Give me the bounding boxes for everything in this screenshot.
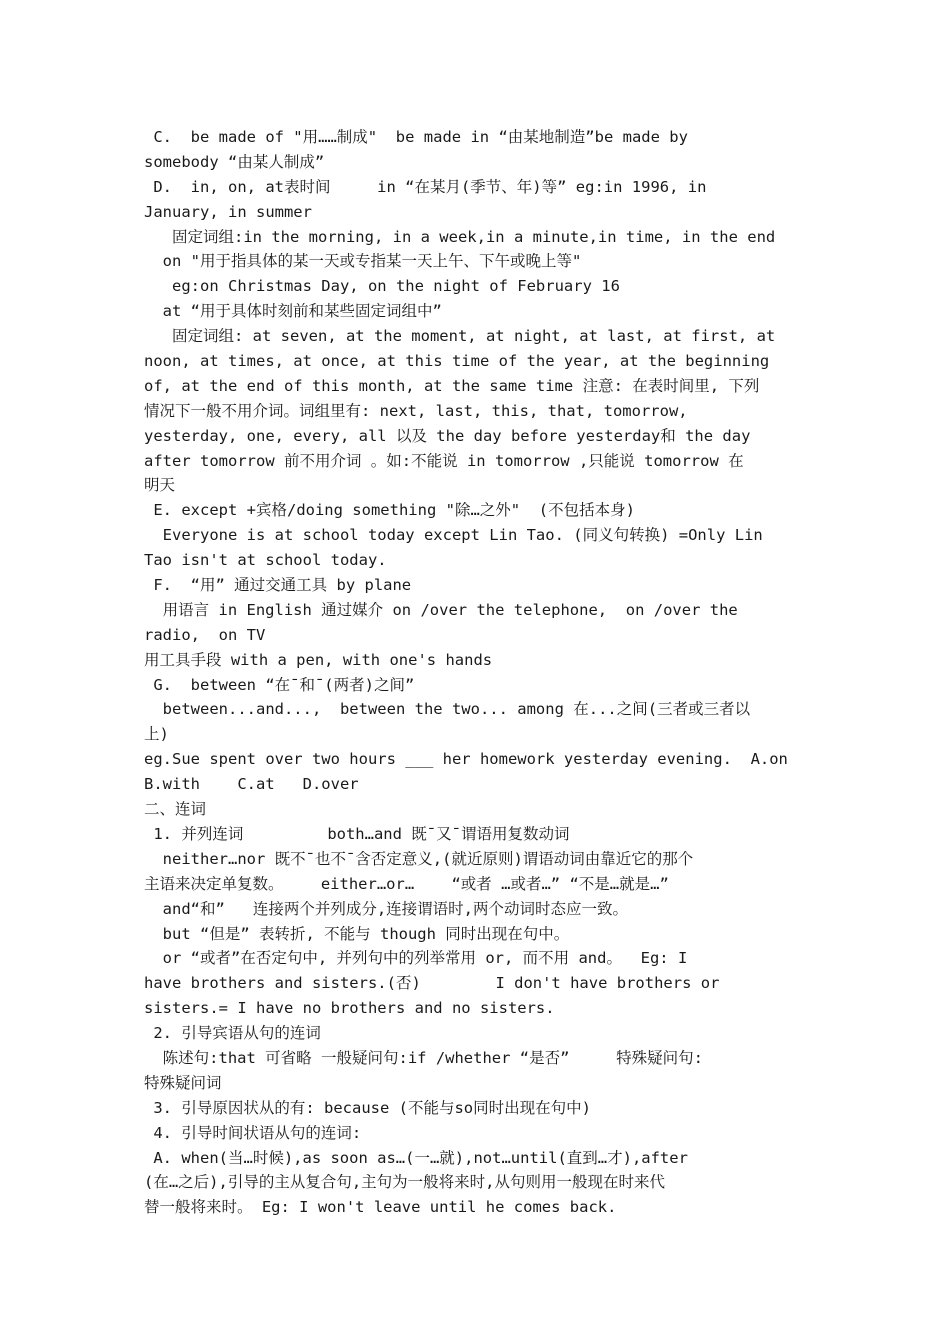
text-line: B.with C.at D.over xyxy=(144,775,359,794)
text-line: 固定词组:in the morning, in a week,in a minute,in time, in the end xyxy=(144,227,776,246)
text-line: or “或者”在否定句中, 并列句中的列举常用 or, 而不用 and。 Eg: I xyxy=(144,949,688,968)
text-line: eg.Sue spent over two hours ___ her homework yesterday evening. A.on xyxy=(144,750,788,769)
text-line: 用工具手段 with a pen, with one's hands xyxy=(144,650,493,669)
section-heading: 二、连词 xyxy=(144,800,207,819)
text-line: Tao isn't at school today. xyxy=(144,551,387,570)
text-line: E. except +宾格/doing something "除…之外" (不包括本身) xyxy=(144,501,635,520)
text-line: at “用于具体时刻前和某些固定词组中” xyxy=(144,302,442,321)
text-line: 上) xyxy=(144,725,169,744)
text-line: 情况下一般不用介词。词组里有: next, last, this, that, tomorrow, xyxy=(144,401,688,420)
text-line: D. in, on, at表时间 in “在某月(季节、年)等” eg:in 1996, in xyxy=(144,177,707,196)
text-line: C. be made of "用……制成" be made in “由某地制造”be made by xyxy=(144,128,688,146)
text-line: 替一般将来时。 Eg: I won't leave until he comes back. xyxy=(144,1198,617,1217)
text-line: 1. 并列连词 both…and 既¯又¯谓语用复数动词 xyxy=(144,824,570,843)
text-line: of, at the end of this month, at the same time 注意: 在表时间里, 下列 xyxy=(144,376,760,395)
text-line: 明天 xyxy=(144,476,176,495)
text-line: on "用于指具体的某一天或专指某一天上午、下午或晚上等" xyxy=(144,252,582,271)
text-line: 3. 引导原因状从的有: because (不能与so同时出现在句中) xyxy=(144,1098,591,1117)
text-line: radio, on TV xyxy=(144,625,266,644)
text-line: January, in summer xyxy=(144,202,312,221)
text-line: (在…之后),引导的主从复合句,主句为一般将来时,从句则用一般现在时来代 xyxy=(144,1173,665,1192)
document-page xyxy=(144,125,808,1220)
text-line: 特殊疑问词 xyxy=(144,1073,222,1092)
text-line: 主语来决定单复数。 either…or… “或者 …或者…” “不是…就是…” xyxy=(144,874,669,893)
text-line: noon, at times, at once, at this time of the year, at the beginning xyxy=(144,352,770,371)
text-line: but “但是” 表转折, 不能与 though 同时出现在句中。 xyxy=(144,924,570,943)
text-line: 固定词组: at seven, at the moment, at night, at last, at first, at xyxy=(144,327,776,346)
text-line: somebody “由某人制成” xyxy=(144,152,325,171)
text-line: 4. 引导时间状语从句的连词: xyxy=(144,1123,362,1142)
text-line: neither…nor 既不¯也不¯含否定意义,(就近原则)谓语动词由靠近它的那个 xyxy=(144,849,694,868)
text-line: between...and..., between the two... among 在...之间(三者或三者以 xyxy=(144,700,751,719)
text-line: 2. 引导宾语从句的连词 xyxy=(144,1024,321,1043)
text-line: 用语言 in English 通过媒介 on /over the telephone, on /over the xyxy=(144,600,738,619)
text-line: F. “用” 通过交通工具 by plane xyxy=(144,576,412,595)
text-line: Everyone is at school today except Lin Tao. (同义句转换) =Only Lin xyxy=(144,526,763,545)
text-line: G. between “在¯和¯(两者)之间” xyxy=(144,675,415,694)
text-line: A. when(当…时候),as soon as…(一…就),not…until(直到…才),after xyxy=(144,1148,688,1167)
text-line: after tomorrow 前不用介词 。如:不能说 in tomorrow ,只能说 tomorrow 在 xyxy=(144,451,744,470)
text-line: eg:on Christmas Day, on the night of February 16 xyxy=(144,277,620,296)
text-line: and“和” 连接两个并列成分,连接谓语时,两个动词时态应一致。 xyxy=(144,899,628,918)
text-line: sisters.= I have no brothers and no sisters. xyxy=(144,999,555,1018)
text-line: have brothers and sisters.(否) I don't have brothers or xyxy=(144,974,720,993)
text-line: yesterday, one, every, all 以及 the day before yesterday和 the day xyxy=(144,426,751,445)
text-line: 陈述句:that 可省略 一般疑问句:if /whether “是否” 特殊疑问句: xyxy=(144,1048,703,1067)
